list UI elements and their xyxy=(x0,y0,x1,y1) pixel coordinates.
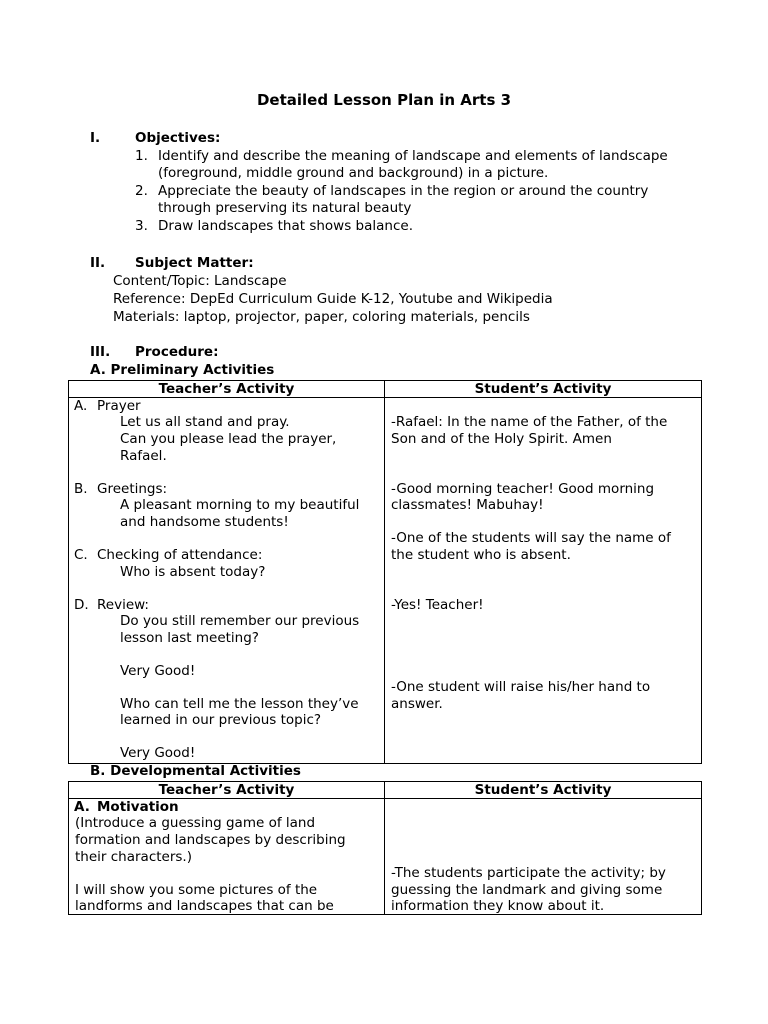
procedure-heading: Procedure: xyxy=(135,344,219,360)
objective-number: 1. xyxy=(135,148,148,164)
teacher-line: their characters.) xyxy=(75,849,192,865)
objectives-heading: Objectives: xyxy=(135,130,221,146)
student-line: guessing the landmark and giving some xyxy=(391,882,663,898)
teacher-line: A pleasant morning to my beautiful xyxy=(120,497,360,513)
teacher-line: Who can tell me the lesson they’ve xyxy=(120,696,359,712)
teacher-line: Can you please lead the prayer, xyxy=(120,431,337,447)
teacher-line: and handsome students! xyxy=(120,514,289,530)
teacher-line: lesson last meeting? xyxy=(120,630,259,646)
teacher-line: Very Good! xyxy=(120,745,196,761)
objective-line: Identify and describe the meaning of landscape and elements of landscape xyxy=(158,148,668,164)
preliminary-activities-table xyxy=(68,380,702,764)
table-row xyxy=(69,398,702,764)
developmental-label: B. Developmental Activities xyxy=(90,763,301,779)
teacher-line: (Introduce a guessing game of land xyxy=(75,815,316,831)
objectives-list xyxy=(135,148,695,236)
subject-matter-heading: Subject Matter: xyxy=(135,255,254,271)
reference: Reference: DepEd Curriculum Guide K-12, Youtube and Wikipedia xyxy=(113,291,553,307)
teacher-activity-header: Teacher’s Activity xyxy=(69,782,385,799)
procedure-numeral: III. xyxy=(90,344,111,360)
objective-item xyxy=(135,183,695,217)
objectives-numeral: I. xyxy=(90,130,101,146)
content-topic: Content/Topic: Landscape xyxy=(113,273,287,289)
objective-line: Draw landscapes that shows balance. xyxy=(158,218,413,234)
student-activity-cell xyxy=(385,398,702,764)
materials: Materials: laptop, projector, paper, coloring materials, pencils xyxy=(113,309,530,325)
greetings-title: Greetings: xyxy=(97,481,168,497)
student-activity-header: Student’s Activity xyxy=(385,381,702,398)
item-letter: C. xyxy=(74,547,88,563)
student-line: classmates! Mabuhay! xyxy=(391,497,544,513)
objective-line: Appreciate the beauty of landscapes in the region or around the country xyxy=(158,183,649,199)
teacher-line: Who is absent today? xyxy=(120,564,266,580)
student-line: -The students participate the activity; by xyxy=(391,865,666,881)
student-line: -One of the students will say the name of xyxy=(391,530,671,546)
student-line: -One student will raise his/her hand to xyxy=(391,679,651,695)
teacher-activity-cell xyxy=(69,799,385,915)
page-title: Detailed Lesson Plan in Arts 3 xyxy=(256,91,512,109)
prayer-title: Prayer xyxy=(97,398,141,414)
student-line: information they know about it. xyxy=(391,898,605,914)
review-title: Review: xyxy=(97,597,149,613)
objective-number: 3. xyxy=(135,218,148,234)
teacher-line: landforms and landscapes that can be xyxy=(75,898,334,914)
objective-item xyxy=(135,218,695,235)
student-line: the student who is absent. xyxy=(391,547,571,563)
student-line: -Rafael: In the name of the Father, of the xyxy=(391,414,668,430)
student-line: Son and of the Holy Spirit. Amen xyxy=(391,431,612,447)
student-activity-cell xyxy=(385,799,702,915)
table-header-row xyxy=(69,782,702,799)
objective-number: 2. xyxy=(135,183,148,199)
objective-item xyxy=(135,148,695,182)
student-line: -Yes! Teacher! xyxy=(391,597,484,613)
teacher-line: I will show you some pictures of the xyxy=(75,882,318,898)
subject-matter-numeral: II. xyxy=(90,255,106,271)
teacher-line: Let us all stand and pray. xyxy=(120,414,290,430)
objective-line: (foreground, middle ground and background) in a picture. xyxy=(158,165,549,181)
student-activity-header: Student’s Activity xyxy=(385,782,702,799)
teacher-line: Do you still remember our previous xyxy=(120,613,360,629)
student-line: -Good morning teacher! Good morning xyxy=(391,481,655,497)
teacher-line: learned in our previous topic? xyxy=(120,712,322,728)
objective-line: through preserving its natural beauty xyxy=(158,200,412,216)
table-header-row xyxy=(69,381,702,398)
teacher-activity-cell xyxy=(69,398,385,764)
item-letter: A. xyxy=(74,398,88,414)
item-letter: B. xyxy=(74,481,88,497)
student-line: answer. xyxy=(391,696,443,712)
developmental-activities-table xyxy=(68,781,702,915)
teacher-line: formation and landscapes by describing xyxy=(75,832,346,848)
teacher-line: Rafael. xyxy=(120,448,167,464)
item-letter: A. xyxy=(74,799,90,815)
preliminary-label: A. Preliminary Activities xyxy=(90,362,275,378)
attendance-title: Checking of attendance: xyxy=(97,547,263,563)
teacher-activity-header: Teacher’s Activity xyxy=(69,381,385,398)
table-row xyxy=(69,799,702,915)
motivation-title: Motivation xyxy=(97,799,179,815)
teacher-line: Very Good! xyxy=(120,663,196,679)
item-letter: D. xyxy=(74,597,89,613)
